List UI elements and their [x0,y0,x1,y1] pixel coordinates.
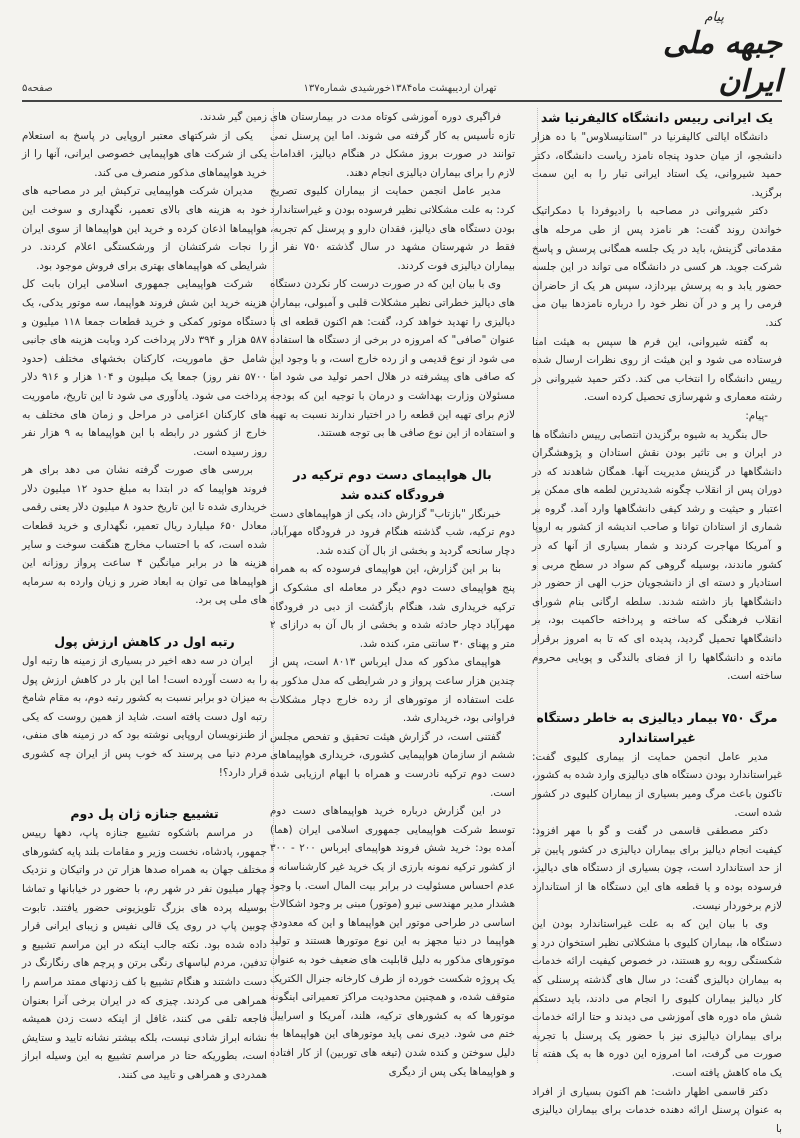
article-paragraph: در مراسم باشکوه تشییع جنازه پاپ، دهها رییس جمهور، پادشاه، نخست وزیر و مقامات بلند پایه کشورهای مختلف جهان به همراه صدها هزار تن در واتیکان و نزدیک چهار میلیون نفر در شهر رم، با حضور در خیابانها و تماشا بوسیله پرده های بزرگ تلویزیونی حضور یافتند. تابوت چوبین پاپ در روی یک قالی نفیس و زیبای ایرانی قرار داده شده بود. نکته جالب اینکه در این مراسم تشییع و تدفین، مردم لباسهای رنگی برتن و پرچم های رنگارنگ در دست داشتند و هنگام تشییع با کف زدنهای ممتد مراسم را همراهی می کردند. چیزی که در ایران برخی آنرا بعنوان فاجعه تلقی می کنند، غافل از اینکه دست زدن همیشه نشانه ابراز شادی نیست، بلکه بیشتر نشانه تایید و ستایش است، بطوریکه حتا در مراسم تشییع به این وسیله ابراز همدردی و همراهی و تایید می کنند. [22,824,267,1084]
article-headline: تشییع جنازه ژان پل دوم [22,804,267,824]
article-paragraph: فراگیری دوره آموزشی کوتاه مدت در بیمارستان های تازه تأسیس به کار گرفته می شوند. اما این پرسنل نمی توانند در صورت بروز مشکل در هنگام دیالیز، اقدامات لازم را برای بیماران دیالیزی انجام دهند. [270,108,515,182]
article-headline: مرگ ۷۵۰ بیمار دیالیزی به خاطر دستگاه غیراستاندارد [532,708,782,748]
article-paragraph: گفتنی است، در گزارش هیئت تحقیق و تفحص مجلس ششم از سازمان هواپیمایی کشوری، خریداری هواپیماهای دست دوم ترکیه نادرست و همراه با ابهام ارزیابی شده است. [270,728,515,802]
article-paragraph: شرکت هواپیمایی جمهوری اسلامی ایران بابت کل هزینه خرید این شش فروند هواپیما، سه موتور یدکی، یک دستگاه موتور کمکی و خرید قطعات جمعا ۱۱۸ میلیون و ۵۸۷ هزار و ۳۹۴ دلار پرداخت کرد وبابت هزینه های جانبی شامل حق ماموریت، کارکنان بخشهای مختلف (حدود ۵۷۰۰ نفر روز) جمعا یک میلیون و ۱۰۴ هزار و ۹۱۶ دلار پرداخت می شود. یادآوری می شود تا این تاریخ، ماموریت های کارکنان اعزامی در مراحل و زمان های مختلف به خارج از کشور در رابطه با این هواپیماها به ۹ هزار نفر روز رسیده است. [22,275,267,461]
spacer [270,443,515,465]
article-paragraph: مدیر عامل انجمن حمایت از بیماری کلیوی گفت: غیراستاندارد بودن دستگاه های دیالیزی وارد شده به کشور، تاکنون باعث مرگ ومیر بسیاری از بیماران کلیوی در کشور شده است. [532,748,782,822]
header-rule [22,100,782,102]
column-left [22,108,267,1085]
article-paragraph: دانشگاه ایالتی کالیفرنیا در "استانیسلاوس" با ده هزار دانشجو، از میان حدود پنجاه نامزد ریاست دانشگاه، دکتر حمید شیروانی، یک استاد ایرانی تبار را به این سمت برگزید. [532,128,782,202]
masthead-top-word: پیام [592,10,724,25]
dateline: تهران اردیبهشت ماه۱۳۸۴خورشیدی شماره۱۳۷ [0,83,800,94]
page-number: صفحه۵ [22,83,53,94]
article-paragraph: دکتر مصطفی قاسمی در گفت و گو با مهر افزود: کیفیت انجام دیالیز برای بیماران دیالیزی در کشور پایین تر از حد استاندارد است، چون بسیاری از دستگاه های دیالیز، فرسوده بوده و یا قطعه های این دستگاه ها از استاندارد لازم برخوردار نیست. [532,822,782,915]
spacer [22,610,267,632]
article-headline: بال هواپیمای دست دوم ترکیه در فرودگاه کنده شد [270,465,515,505]
spacer [532,686,782,708]
article-paragraph: زمین گیر شدند. [22,108,267,127]
article-paragraph: حال بنگرید به شیوه برگزیدن انتصابی رییس دانشگاه ها در ایران و بی تاثیر بودن نقش استادان و پژوهشگران دانشگاهها در گزینش مدیریت آنها. همگان شاهدند که در دوران پس از انقلاب چگونه شدیدترین لطمه های ممکن بر اعتبار و حیثیت و رشد کیفی دانشگاهها وارد آمد. گروه بر شماری از استادان توانا و صاحب اندیشه از کشور به اروپا و آمریکا مهاجرت کردند و شمار بسیاری از آنها که در کشور ماندند، بوسیله گروهی کم سواد در سطح مربی و استادیار و دسته ای از دانشجویان حزب الهی از حضور در دانشگاهها باز داشته شدند. سلطه ارگانی بنام شورای انقلاب فرهنگی که ساخته و پرداخته حاکمیت بود، بر دانشگاهها تحمیل گردید، پدیده ای که تا به امروز برقرار مانده و دانشگاهها را از فضای بالندگی و پویایی محروم ساخته است. [532,426,782,686]
article-paragraph: ایران در سه دهه اخیر در بسیاری از زمینه ها رتبه اول را به دست آورده است! اما این بار در کاهش ارزش پول به میزان دو برابر نسبت به کشور رتبه دوم، به مقام شامخ رتبه اول دست یافته است. شاید از همین روست که یکی از طنزنویسان اروپایی نوشته بود که در زمینه های منفی، مردم دنیا می پرسند که خوب پس از ایران چه کشوری قرار دارد؟! [22,652,267,782]
article-paragraph: خبرنگار "بازتاب" گزارش داد، یکی از هواپیماهای دست دوم ترکیه، شب گذشته هنگام فرود در فرودگاه مهرآباد، دچار سانحه گردید و بخشی از بال آن کنده شد. [270,505,515,561]
article-paragraph: به گفته شیروانی، این فرم ها سپس به هیئت امنا فرستاده می شود و این هیئت از روی نظرات ارسال شده رییس دانشگاه را انتخاب می کند. دکتر حمید شیروانی در رشته معماری و شهرسازی تحصیل کرده است. [532,333,782,407]
spacer [22,782,267,804]
article-paragraph: وی با بیان این که به علت غیراستاندارد بودن این دستگاه ها، بیماران کلیوی با مشکلاتی نظیر استخوان درد و شکستگی روبه رو هستند، در خصوص کیفیت ارائه خدمات به بیماران دیالیزی گفت: در سال های گذشته پرسنلی که کار دیالیز بیماران کلیوی را انجام می دادند، باید دستکم شش ماه دوره های آموزشی می دیدند و حتا ارائه خدمات برای بیماران دیالیزی نیز با حضور یک پرسنل با تجربه صورت می گرفت، اما امروزه این دوره ها به یک هفته تا یک ماه کاهش یافته است. [532,915,782,1082]
article-headline: رتبه اول در کاهش ارزش پول [22,632,267,652]
article-paragraph: وی با بیان این که در صورت درست کار نکردن دستگاه های دیالیز خطراتی نظیر مشکلات قلبی و آمبولی، بیماران دیالیزی را تهدید خواهد کرد، گفت: هم اکنون قطعه ای با عنوان "صافی" که امروزه در برخی از دستگاه ها استفاده می شود از نوع قدیمی و از رده خارج است، و با وجود این که صافی های پیشرفته در هلال احمر تولید می شود اما مسئولان وزارت بهداشت و درمان با توجیه این که بودجه لازم برای تهیه این قطعه را در اختیار ندارند نسبت به تهیه و استفاده از این نوع صافی ها بی توجه هستند. [270,275,515,442]
article-paragraph: در این گزارش درباره خرید هواپیماهای دست دوم توسط شرکت هواپیمایی جمهوری اسلامی ایران (هما) آمده بود: خرید شش فروند هواپیمای ایرباس ۲۰۰ - ۳۰۰ از کشور ترکیه نمونه بارزی از یک خرید غیر کارشناسانه و عدم احساس مسئولیت در برابر بیت المال است. با وجود هشدار مدیر مهندسی نیرو (موتور) مبنی بر وجود اشکالات اساسی در طراحی موتور این هواپیماها و این که معدودی هواپیما در دنیا مجهز به این نوع موتورها هستند و تولید موتورهای مذکور به دلیل قابلیت های ضعیف خود به عنوان یک پروژه شکست خورده از طرف کارخانه جنرال الکتریک متوقف شده، و همچنین محدودیت مراکز تعمیراتی اینگونه موتورها که به کشورهای ترکیه، هلند، آمریکا و اسراییل ختم می شود. دیری نمی پاید موتورهای این هواپیماها به دلیل سوختن و کنده شدن (تیغه های توربین) از کار افتاده و هواپیماها یکی پس از دیگری [270,802,515,1081]
article-paragraph: دکتر شیروانی در مصاحبه با رادیوفردا با دمکراتیک خواندن روند گفت: هر نامزد پس از طی مرحله های مقدماتی گزینش، باید در یک جلسه همگانی پرسش و پاسخ شرکت جوید. هر کسی در دانشگاه می تواند در این جلسه حضور یابد و به پرسش بپردازد، سپس هر یک از حاضران فرمی را پر و در آن نظر خود را درباره نامزدها بیان می کند. [532,202,782,332]
article-paragraph: بنا بر این گزارش، این هواپیمای فرسوده که به همراه پنج هواپیمای دست دوم دیگر در معامله ای مشکوک از ترکیه خریداری شد، هنگام بازگشت از دبی در فرودگاه مهرآباد دچار حادثه شده و بخشی از بال آن به درازای ۲ متر و پهنای ۳۰ سانتی متر، کنده شد. [270,560,515,653]
article-paragraph: -پیام: [532,407,782,426]
article-paragraph: مدیر عامل انجمن حمایت از بیماران کلیوی تصریح کرد: به علت مشکلاتی نظیر فرسوده بودن و غیراستاندارد بودن دستگاه های دیالیز، فقدان دارو و پرسنل کم تجربه، فقط در شهرستان مشهد در سال گذشته ۷۵۰ نفر از بیماران دیالیزی فوت کردند. [270,182,515,275]
article-paragraph: هواپیمای مذکور که مدل ایرباس ۸۰۱۳ است، پس از چندین هزار ساعت پرواز و در شرایطی که مدل مذکور به علت استفاده از موتورهای از رده خارج دچار مشکلات فراوانی بود، خریداری شد. [270,653,515,727]
column-right [532,108,782,1138]
column-middle [270,108,515,1081]
article-paragraph: یکی از شرکتهای معتبر اروپایی در پاسخ به استعلام یکی از شرکت های هواپیمایی خصوصی ایرانی، آنها را از خرید هواپیماهای مذکور منصرف می کند. [22,127,267,183]
article-paragraph: بررسی های صورت گرفته نشان می دهد برای هر فروند هواپیما که در ابتدا به مبلغ حدود ۱۲ میلیون دلار خریداری شده تا این تاریخ حدود ۸ میلیون دلار یعنی رقمی معادل ۶۵۰ میلیارد ریال تعمیر، نگهداری و خرید قطعات شده است، که با احتساب مخارج هنگفت سوخت و سایر هزینه ها در برابر میانگین ۴ ساعت پرواز روزانه این هواپیماها می توان به ابعاد ضرر و زیان وارده به سرمایه های ملی پی برد. [22,461,267,610]
article-paragraph: دکتر قاسمی اظهار داشت: هم اکنون بسیاری از افراد به عنوان پرسنل ارائه دهنده خدمات برای بیماران دیالیزی با [532,1083,782,1138]
masthead-title: جبهه ملی ایران [592,25,782,101]
masthead [592,10,782,85]
article-paragraph: مدیران شرکت هواپیمایی ترکیش ایر در مصاحبه های خود به هزینه های بالای تعمیر، نگهداری و سوخت این هواپیماها اذعان کرده و خرید این هواپیماها از سوی ایران را نجات شرکتشان از ورشکستگی اعلام کردند. در شرایطی که هواپیماهای بهتری برای فروش موجود بود. [22,182,267,275]
article-headline: یک ایرانی رییس دانشگاه کالیفرنیا شد [532,108,782,128]
